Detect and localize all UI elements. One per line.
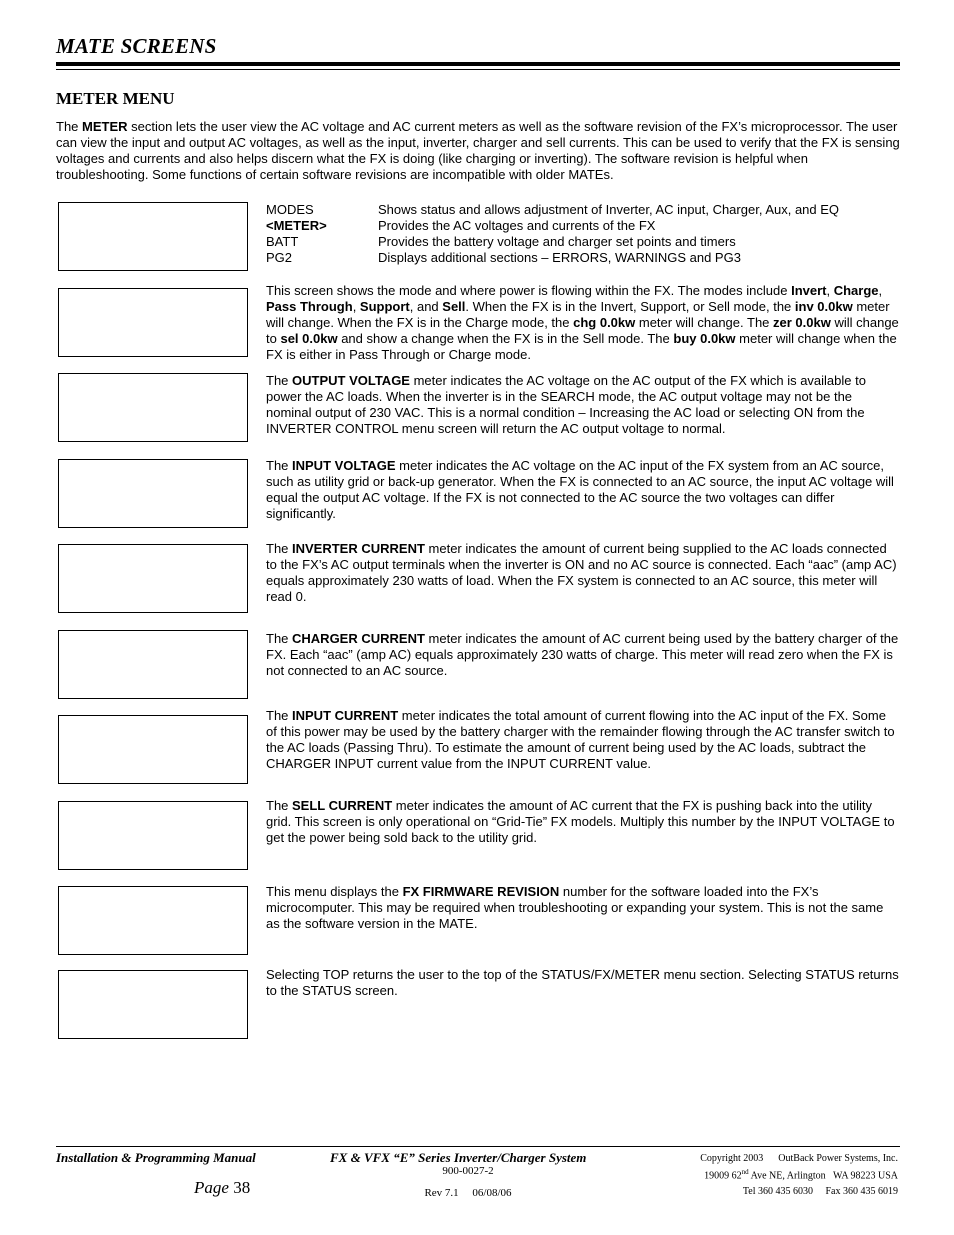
- body-text: This screen shows the mode and where power is flowing within the FX. The modes include: [266, 283, 792, 298]
- footer-doc-number: 900-0027-2: [442, 1165, 494, 1177]
- footer-revision: [330, 1187, 606, 1199]
- sell-current-description: [266, 798, 900, 846]
- body-text: The: [56, 119, 83, 134]
- body-text: ,: [826, 283, 834, 298]
- body-text: meter indicates the amount of AC current that the FX is pushing back into the utility grid. This screen is only operational on “Grid-Tie” FX models. Multiply this number by the INPUT VOLTAGE to get the power being sold back to the utility grid.: [266, 798, 895, 845]
- body-text: meter indicates the AC voltage on the AC input of the FX system from an AC source, such as utility grid or back-up generator. When the FX is connected to an AC source, the input AC voltage will equal the output AC voltage. If the FX is not connected to the AC source the two voltages can differ significantly.: [266, 458, 894, 521]
- mate-screen-display-6: [58, 630, 248, 699]
- emphasis-text: INVERTER CURRENT: [292, 541, 425, 556]
- charger-current-description: [266, 631, 900, 679]
- body-text: meter indicates the amount of current being supplied to the AC loads connected to the FX’s AC output terminals when the inverter is ON and no AC source is connected. Each “aac” (amp AC) equals approximately 230 watts of load. When the FX system is connected to an AC source, this meter will read 0.: [266, 541, 897, 604]
- emphasis-text: Pass Through: [266, 299, 353, 314]
- menu-row-pg2: [266, 250, 900, 266]
- mate-screen-display-3: [58, 373, 248, 442]
- body-text: The: [266, 708, 293, 723]
- emphasis-text: Sell: [442, 299, 466, 314]
- mate-screen-display-8: [58, 801, 248, 870]
- emphasis-text: INPUT CURRENT: [292, 708, 399, 723]
- mate-screen-display-2: [58, 288, 248, 357]
- emphasis-text: OUTPUT VOLTAGE: [292, 373, 410, 388]
- body-text: The: [266, 631, 293, 646]
- emphasis-text: Charge: [833, 283, 879, 298]
- emphasis-text: zer 0.0kw: [773, 315, 831, 330]
- emphasis-text: Support: [359, 299, 410, 314]
- mate-screen-display-9: [58, 886, 248, 955]
- emphasis-text: sel 0.0kw: [280, 331, 338, 346]
- emphasis-text: chg 0.0kw: [573, 315, 636, 330]
- menu-key: BATT: [266, 234, 299, 249]
- input-current-description: [266, 708, 900, 772]
- body-text: The: [266, 458, 293, 473]
- footer-contact: [640, 1186, 898, 1197]
- body-text: , and: [409, 299, 443, 314]
- body-text: The: [266, 798, 293, 813]
- body-text: ,: [352, 299, 360, 314]
- menu-key: <METER>: [266, 218, 327, 233]
- input-voltage-description: [266, 458, 900, 522]
- footer-rule: [56, 1146, 900, 1147]
- footer-address: 19009 62nd Ave NE, Arlington WA 98223 USA: [704, 1168, 898, 1182]
- body-text: The: [266, 373, 293, 388]
- body-text: section lets the user view the AC voltage and AC current meters as well as the software revision of the FX’s microprocessor. The user can view the input and output AC voltages, as well as the input, inverter, charger and sell currents. This can be used to verify that the FX is sensing voltages and currents and also helps discern what the FX is doing (like charging or inverting). The software revision is helpful when troubleshooting. Some functions of certain software revisions are incompatible with older MATEs.: [56, 119, 900, 182]
- menu-row-batt: [266, 234, 900, 250]
- body-text: number for the software loaded into the FX’s microcomputer. This may be required when troubleshooting or expanding your system. This is not the same as the software version in the MATE.: [266, 884, 884, 931]
- top-navigation-description: [266, 967, 900, 999]
- body-text: meter indicates the total amount of current flowing into the AC input of the FX. Some of this power may be used by the battery charger with the remainder flowing through the AC transfer switch to the AC loads (Passing Thru). To estimate the amount of current being used by the AC loads, subtract the CHARGER INPUT current value from the INPUT CURRENT value.: [266, 708, 895, 771]
- menu-desc: Provides the battery voltage and charger set points and timers: [378, 234, 736, 249]
- body-text: Selecting TOP returns the user to the top of the STATUS/FX/METER menu section. Selecting STATUS returns to the STATUS screen.: [266, 967, 899, 998]
- firmware-revision-description: [266, 884, 900, 932]
- menu-desc: Displays additional sections – ERRORS, WARNINGS and PG3: [378, 250, 741, 265]
- menu-desc: Shows status and allows adjustment of Inverter, AC input, Charger, Aux, and EQ: [378, 202, 840, 217]
- body-text: meter indicates the AC voltage on the AC output of the FX which is available to power the AC loads. When the inverter is in the SEARCH mode, the AC output voltage may not be the nominal output of 230 VAC. This is a normal condition – Increasing the AC load or selecting ON from the INVERTER CONTROL menu screen will return the AC output voltage to normal.: [266, 373, 866, 436]
- mate-screen-display-5: [58, 544, 248, 613]
- footer-copyright: [640, 1152, 898, 1166]
- mate-screen-display-1: [58, 202, 248, 271]
- revision-date: 06/08/06: [472, 1187, 512, 1199]
- page-number: 38: [233, 1178, 251, 1197]
- section-heading: METER MENU: [56, 89, 175, 108]
- output-voltage-description: [266, 373, 900, 437]
- emphasis-text: CHARGER CURRENT: [292, 631, 425, 646]
- menu-row-modes: [266, 202, 900, 218]
- body-text: This menu displays the: [266, 884, 403, 899]
- inverter-current-description: [266, 541, 900, 605]
- body-text: meter will change when the FX is either in Pass Through or Charge mode.: [266, 331, 897, 362]
- menu-key: MODES: [266, 202, 314, 217]
- body-text: ,: [878, 283, 883, 298]
- copyright-text: Copyright 2003: [700, 1153, 764, 1164]
- body-text: meter will change. When the FX is in the Charge mode, the: [266, 299, 890, 330]
- mate-screen-display-4: [58, 459, 248, 528]
- footer-page-number: [194, 1178, 250, 1198]
- body-text: will change to: [266, 315, 899, 346]
- intro-paragraph: [56, 119, 902, 183]
- emphasis-text: SELL CURRENT: [292, 798, 393, 813]
- telephone: Tel 360 435 6030: [742, 1186, 813, 1197]
- revision-number: Rev 7.1: [424, 1187, 459, 1199]
- menu-key: PG2: [266, 250, 293, 265]
- menu-row-meter: [266, 218, 900, 234]
- emphasis-text: METER: [82, 119, 128, 134]
- mate-screen-display-7: [58, 715, 248, 784]
- body-text: The: [266, 541, 293, 556]
- body-text: meter indicates the amount of AC current being used by the battery charger of the FX. Each “aac” (amp AC) equals approximately 230 watts of charge. This meter will read zero when the FX is not connected to an AC source.: [266, 631, 899, 678]
- fax: Fax 360 435 6019: [825, 1186, 898, 1197]
- menu-desc: Provides the AC voltages and currents of the FX: [378, 218, 656, 233]
- emphasis-text: FX FIRMWARE REVISION: [402, 884, 560, 899]
- body-text: . When the FX is in the Invert, Support, or Sell mode, the: [465, 299, 795, 314]
- header-rule-thin: [56, 69, 900, 70]
- emphasis-text: Invert: [791, 283, 827, 298]
- body-text: and show a change when the FX is in the Sell mode. The: [337, 331, 674, 346]
- emphasis-text: buy 0.0kw: [673, 331, 736, 346]
- mode-screen-description: [266, 283, 900, 363]
- emphasis-text: inv 0.0kw: [794, 299, 853, 314]
- footer-system-title: FX & VFX “E” Series Inverter/Charger System: [330, 1150, 587, 1165]
- page-header-title: MATE SCREENS: [56, 34, 217, 58]
- company-name: OutBack Power Systems, Inc.: [778, 1153, 898, 1164]
- mate-screen-display-10: [58, 970, 248, 1039]
- footer-manual-title: Installation & Programming Manual: [56, 1150, 256, 1165]
- body-text: meter will change. The: [635, 315, 774, 330]
- header-rule-thick: [56, 62, 900, 66]
- page-word: Page: [194, 1178, 229, 1197]
- menu-item-table: [266, 202, 900, 266]
- emphasis-text: INPUT VOLTAGE: [292, 458, 396, 473]
